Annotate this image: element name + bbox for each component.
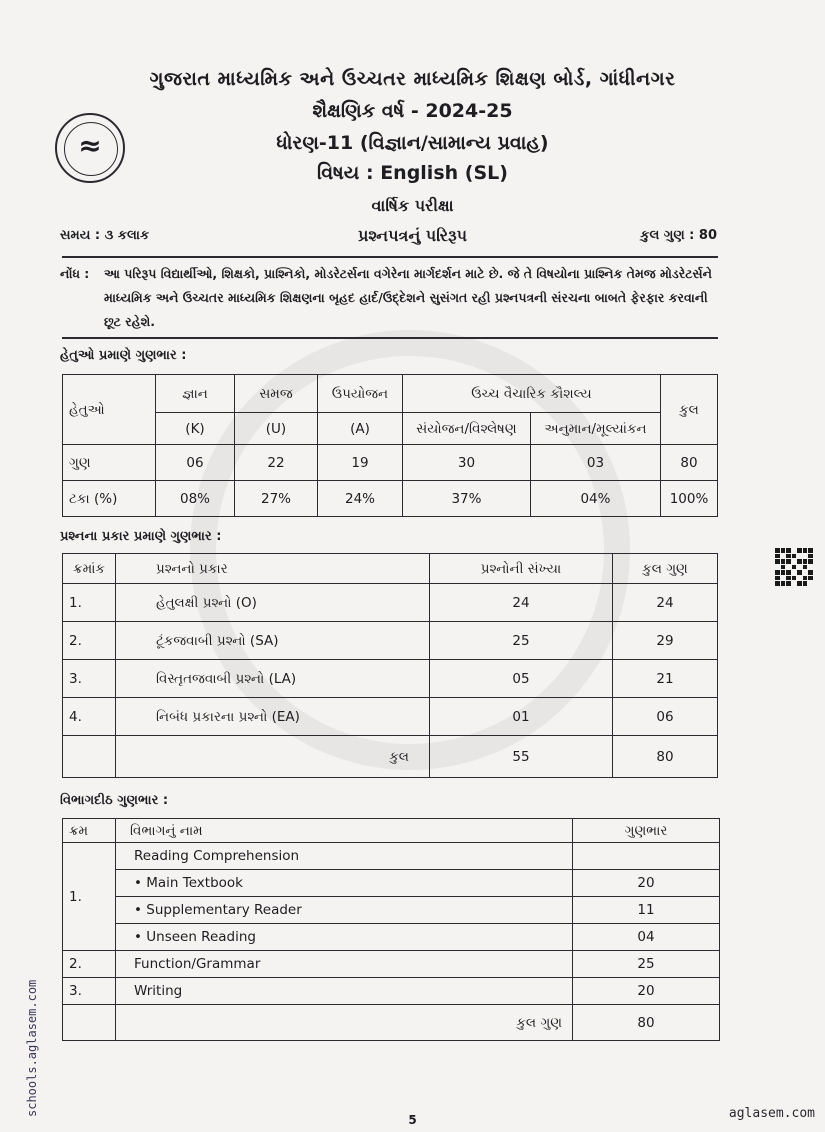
cell-serial: 2. (63, 951, 116, 978)
header-application-code: (A) (318, 413, 403, 445)
board-name: ગુજરાત માધ્યમિક અને ઉચ્ચતર માધ્યમિક શિક્ષણ બોર્ડ, ગાંધીનગર (149, 68, 676, 90)
cell-marks: 21 (613, 660, 718, 698)
objectives-weightage-table (62, 374, 718, 517)
cell-total: 80 (661, 445, 718, 481)
table-row (63, 584, 718, 622)
header-evaluation: અનુમાન/મૂલ્યાંકન (530, 413, 660, 445)
question-types-table (62, 553, 718, 778)
cell-total: 100% (661, 481, 718, 517)
header-understanding-code: (U) (235, 413, 318, 445)
divider-top (62, 256, 718, 258)
paper-format-title: પ્રશ્નપત્રનું પરિરૂપ (358, 226, 467, 245)
cell-serial: 2. (63, 622, 116, 660)
header-understanding: સમજ (235, 375, 318, 413)
cell-subsection-name: • Main Textbook (116, 870, 573, 897)
cell-marks: 24 (613, 584, 718, 622)
divider-bottom (62, 337, 718, 339)
table-row (63, 843, 720, 870)
cell-weightage: 04 (573, 924, 720, 951)
header-question-count: પ્રશ્નોની સંખ્યા (430, 554, 613, 584)
header-hots: ઉચ્ચ વૈચારિક કૌશલ્ય (403, 375, 661, 413)
objectives-section-title: હેતુઓ પ્રમાણે ગુણભાર : (60, 348, 187, 363)
header-knowledge-code: (K) (156, 413, 235, 445)
cell-section-name: Writing (116, 978, 573, 1005)
cell-knowledge: 06 (156, 445, 235, 481)
row-label: ગુણ (63, 445, 156, 481)
cell-evaluation: 04% (530, 481, 660, 517)
row-label: ટકા (%) (63, 481, 156, 517)
cell-weightage: 20 (573, 870, 720, 897)
cell-question-count: 05 (430, 660, 613, 698)
subject-title: વિષય : English (SL) (317, 162, 508, 184)
academic-year: શૈક્ષણિક વર્ષ - 2024-25 (312, 100, 513, 122)
cell-section-name: Function/Grammar (116, 951, 573, 978)
cell-subsection-name: • Unseen Reading (116, 924, 573, 951)
table-row (63, 897, 720, 924)
cell-weightage: 20 (573, 978, 720, 1005)
cell-synthesis: 30 (403, 445, 531, 481)
cell-marks: 06 (613, 698, 718, 736)
cell-weightage: 11 (573, 897, 720, 924)
cell-application: 19 (318, 445, 403, 481)
cell-question-count: 25 (430, 622, 613, 660)
header-weightage: ગુણભાર (573, 819, 720, 843)
table-row (63, 951, 720, 978)
swan-emblem-icon: ≈ (78, 129, 102, 162)
header-knowledge: જ્ઞાન (156, 375, 235, 413)
cell-synthesis: 37% (403, 481, 531, 517)
header-marks: કુલ ગુણ (613, 554, 718, 584)
cell-empty (573, 843, 720, 870)
cell-weightage: 25 (573, 951, 720, 978)
cell-understanding: 22 (235, 445, 318, 481)
cell-understanding: 27% (235, 481, 318, 517)
header-objective: હેતુઓ (63, 375, 156, 445)
side-watermark: schools.aglasem.com (25, 979, 39, 1117)
qr-code-icon (775, 548, 813, 586)
total-marks: 80 (613, 736, 718, 778)
header-question-type: પ્રશ્નનો પ્રકાર (116, 554, 430, 584)
cell-section-name: Reading Comprehension (116, 843, 573, 870)
cell-question-type: વિસ્તૃતજવાબી પ્રશ્નો (LA) (116, 660, 430, 698)
total-marks-label: કુલ ગુણ : 80 (640, 228, 717, 243)
standard-title: ધોરણ-11 (વિજ્ઞાન/સામાન્ય પ્રવાહ) (276, 132, 549, 154)
total-row (63, 1005, 720, 1041)
header-serial: ક્રમાંક (63, 554, 116, 584)
table-row (63, 622, 718, 660)
header-section-name: વિભાગનું નામ (116, 819, 573, 843)
cell-question-count: 01 (430, 698, 613, 736)
table-row (63, 978, 720, 1005)
sections-section-title: વિભાગદીઠ ગુણભાર : (60, 793, 169, 808)
cell-question-type: ટૂંકજવાબી પ્રશ્નો (SA) (116, 622, 430, 660)
time-label: સમય : ૩ કલાક (60, 228, 150, 243)
cell-serial: 1. (63, 584, 116, 622)
cell-subsection-name: • Supplementary Reader (116, 897, 573, 924)
cell-serial: 4. (63, 698, 116, 736)
total-label: કુલ (116, 736, 430, 778)
cell-serial: 3. (63, 978, 116, 1005)
cell-serial: 3. (63, 660, 116, 698)
table-row (63, 660, 718, 698)
cell-evaluation: 03 (530, 445, 660, 481)
header-synthesis: સંયોજન/વિશ્લેષણ (403, 413, 531, 445)
total-marks: 80 (573, 1005, 720, 1041)
note-block (60, 262, 716, 334)
total-row (63, 736, 718, 778)
total-label: કુલ ગુણ (116, 1005, 573, 1041)
cell-marks: 29 (613, 622, 718, 660)
page-number: 5 (408, 1113, 417, 1127)
total-row-empty-cell (63, 736, 116, 778)
cell-question-type: નિબંધ પ્રકારના પ્રશ્નો (EA) (116, 698, 430, 736)
header-application: ઉપયોજન (318, 375, 403, 413)
table-row (63, 870, 720, 897)
total-row-empty-cell (63, 1005, 116, 1041)
note-label: નોંધ : (60, 266, 90, 281)
table-row (63, 924, 720, 951)
cell-knowledge: 08% (156, 481, 235, 517)
cell-serial: 1. (63, 843, 116, 951)
brand-watermark: aglasem.com (728, 1106, 815, 1121)
table-row (63, 698, 718, 736)
exam-type: વાર્ષિક પરીક્ષા (371, 196, 454, 215)
table-row (63, 481, 718, 517)
question-types-section-title: પ્રશ્નના પ્રકાર પ્રમાણે ગુણભાર : (60, 529, 222, 544)
table-row (63, 445, 718, 481)
header-serial: ક્રમ (63, 819, 116, 843)
header-total: કુલ (661, 375, 718, 445)
note-text: આ પરિરૂપ વિદ્યાર્થીઓ, શિક્ષકો, પ્રાશ્નિકો, મોડરેટર્સના વગેરેના માર્ગદર્શન માટે છે. જે તે વિષયોના પ્રાશ્નિક તેમજ મોડરેટર્સને માધ્યમિક અને ઉચ્ચતર માધ્યમિક શિક્ષણના બૃહદ હાર્દ/ઉદ્દેશને સુસંગત રહી પ્રશ્નપત્રની સંરચના બાબતે ફેરફાર કરવાની છૂટ રહેશે. (104, 266, 712, 329)
cell-question-type: હેતુલક્ષી પ્રશ્નો (O) (116, 584, 430, 622)
cell-application: 24% (318, 481, 403, 517)
section-weightage-table (62, 818, 720, 1041)
total-question-count: 55 (430, 736, 613, 778)
cell-question-count: 24 (430, 584, 613, 622)
